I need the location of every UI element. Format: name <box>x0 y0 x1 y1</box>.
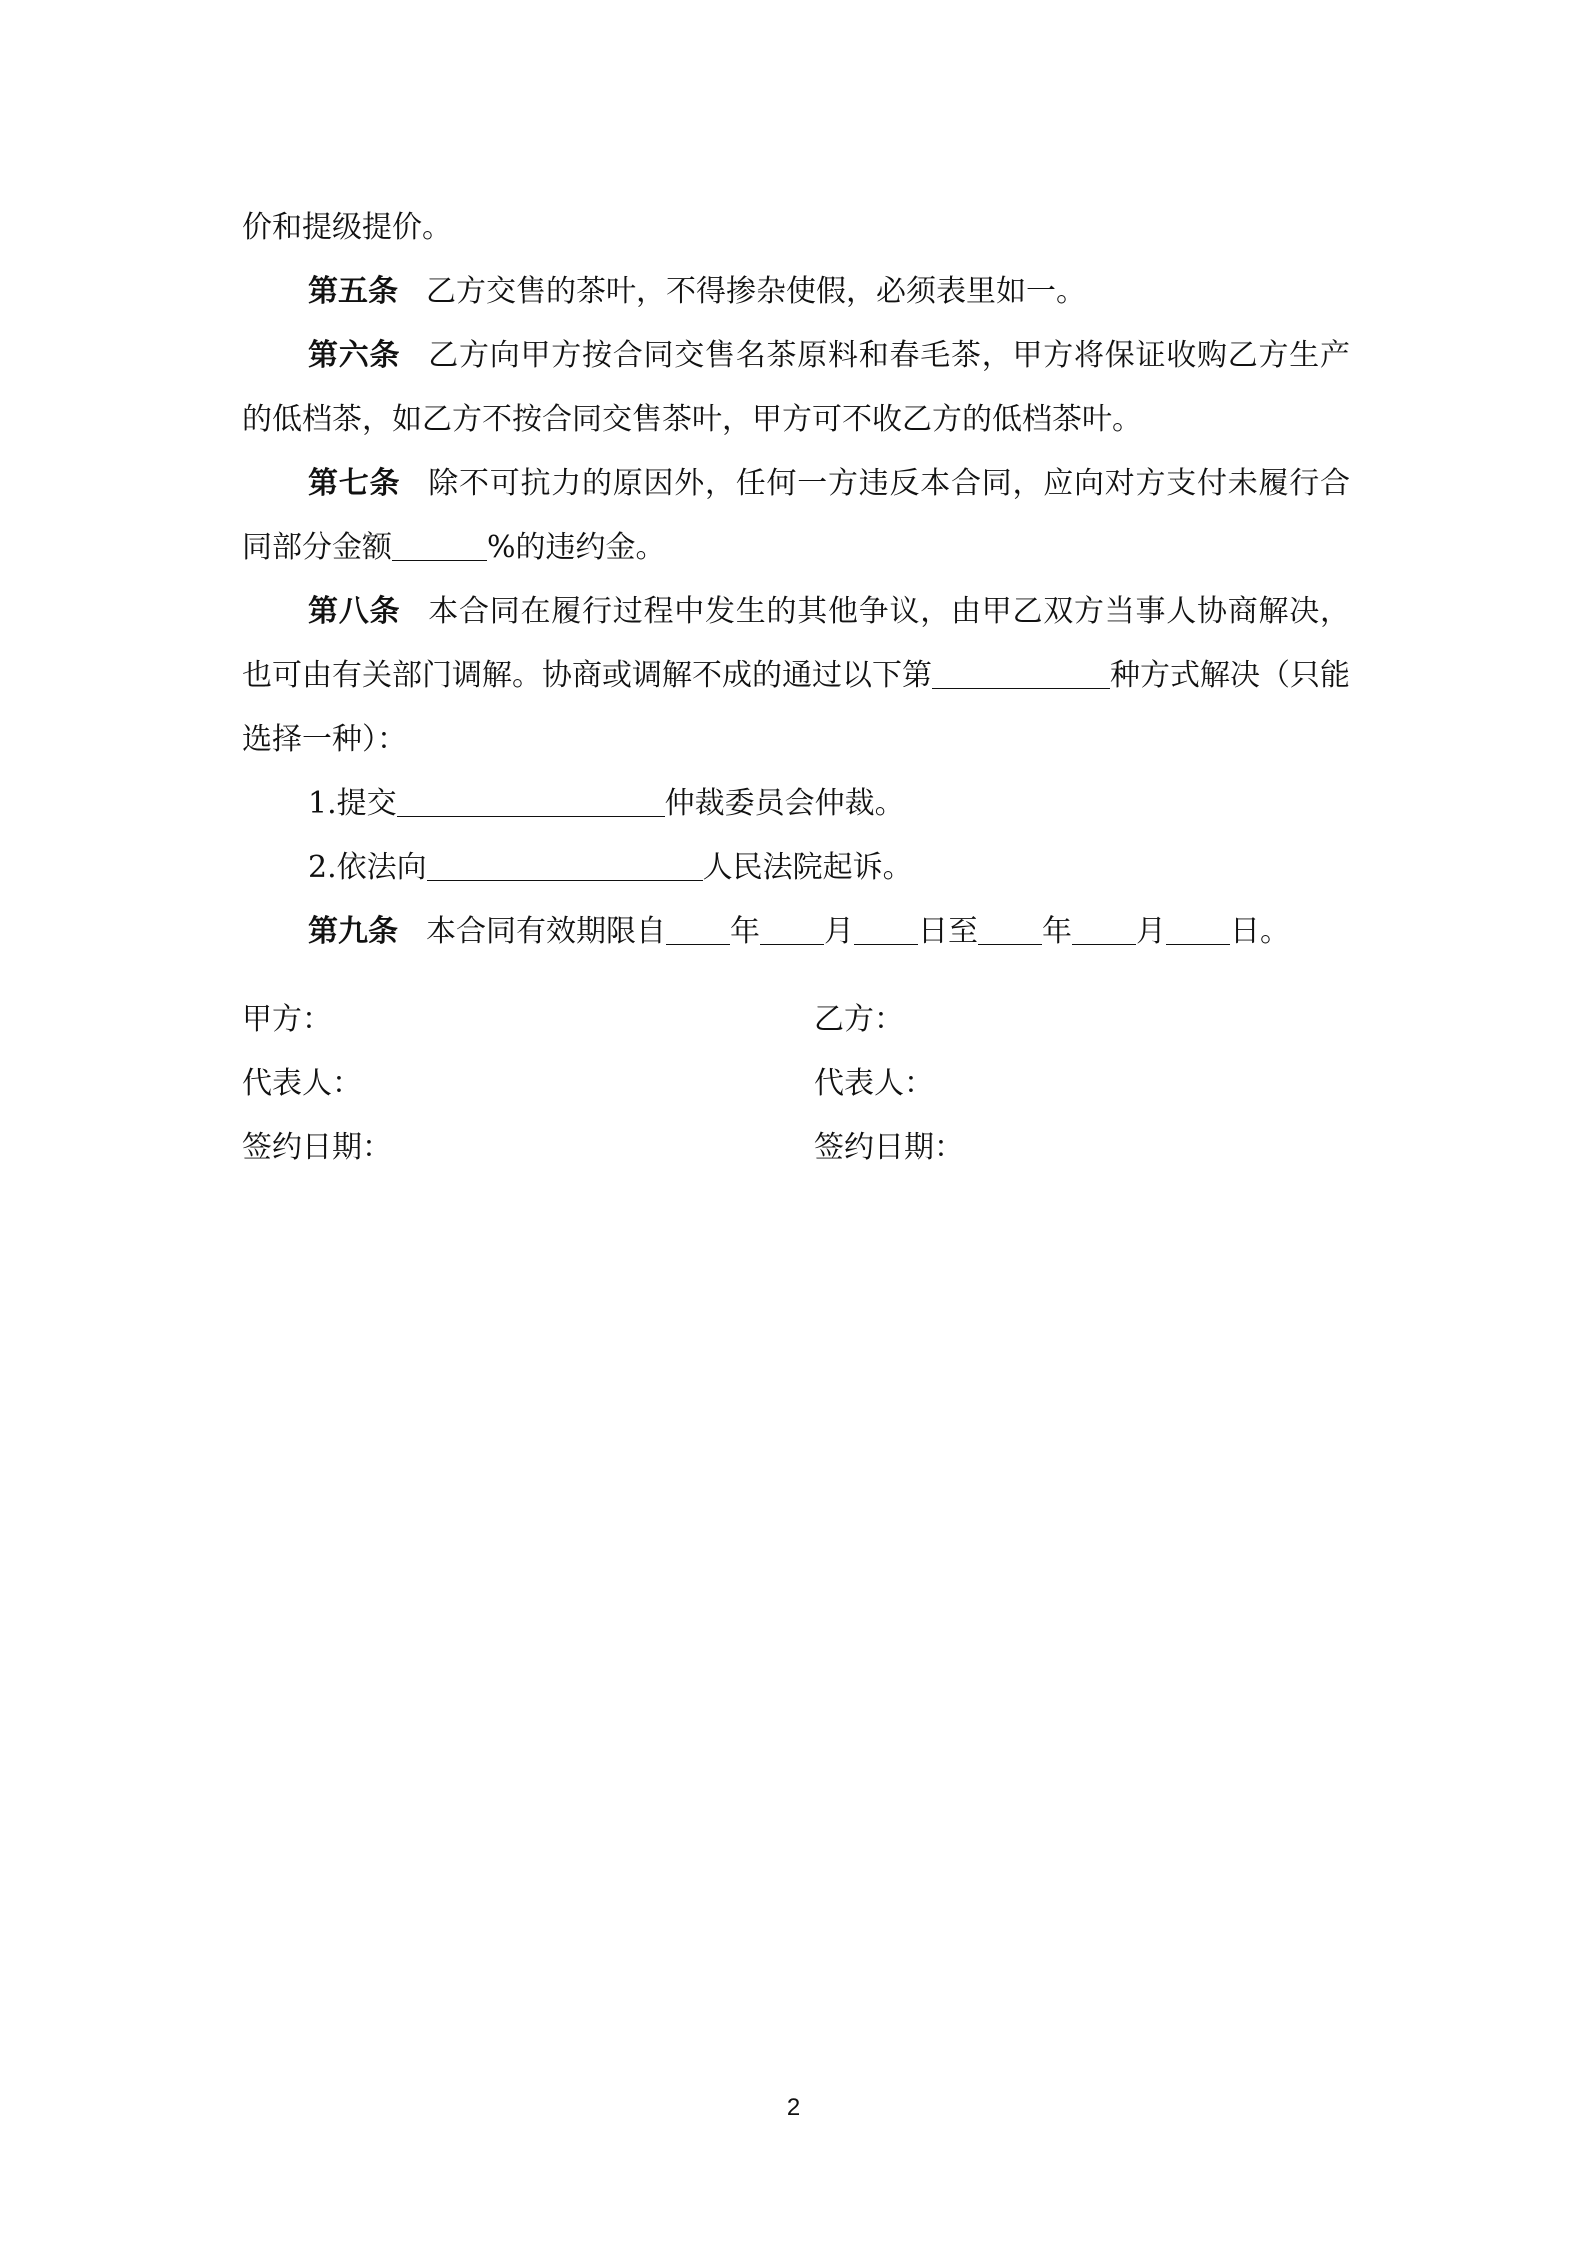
article-6-text: 乙方向甲方按合同交售名茶原料和春毛茶，甲方将保证收购乙方生产的低档茶，如乙方不按合同交售茶叶，甲方可不收乙方的低档茶叶。 <box>242 338 1350 437</box>
article-8 <box>242 580 1350 772</box>
article-7-text-end: %的违约金。 <box>487 530 666 565</box>
unit-day-to: 日至 <box>918 914 978 949</box>
article-6-label: 第六条 <box>308 338 401 373</box>
article-7 <box>242 452 1350 580</box>
option-litigation <box>242 836 1350 900</box>
unit-day-end: 日。 <box>1230 914 1290 949</box>
article-9-text: 本合同有效期限自 <box>426 914 666 949</box>
end-month-blank[interactable] <box>1072 914 1136 945</box>
party-b-label: 乙方： <box>814 1002 904 1037</box>
court-name-blank[interactable] <box>427 850 703 881</box>
party-b-signing-date-label: 签约日期： <box>814 1130 964 1165</box>
article-9-label: 第九条 <box>308 914 398 949</box>
start-year-blank[interactable] <box>666 914 730 945</box>
continuation-text: 价和提级提价。 <box>242 210 452 245</box>
unit-month-end: 月 <box>1136 914 1166 949</box>
penalty-percent-blank[interactable] <box>392 530 487 561</box>
party-row <box>242 988 1350 1052</box>
article-9 <box>242 900 1350 964</box>
page-number: 2 <box>786 2094 801 2121</box>
unit-year-end: 年 <box>1042 914 1072 949</box>
article-5-text: 乙方交售的茶叶，不得掺杂使假，必须表里如一。 <box>426 274 1086 309</box>
article-8-text: 本合同在履行过程中发生的其他争议，由甲乙双方当事人协商解决，也可由有关部门调解。协商或调解不成的通过以下第 <box>242 594 1350 693</box>
signature-block <box>242 988 1350 1180</box>
article-8-text-end: 种方式解决（只能选择一种）： <box>242 658 1350 757</box>
party-b-representative-label: 代表人： <box>814 1066 934 1101</box>
end-year-blank[interactable] <box>978 914 1042 945</box>
start-month-blank[interactable] <box>760 914 824 945</box>
article-6 <box>242 324 1350 452</box>
option-2-suffix: 人民法院起诉。 <box>702 850 913 885</box>
unit-month-start: 月 <box>824 914 854 949</box>
continuation-paragraph <box>242 196 1350 260</box>
article-8-label: 第八条 <box>308 594 401 629</box>
article-5 <box>242 260 1350 324</box>
start-day-blank[interactable] <box>854 914 918 945</box>
option-1-suffix: 仲裁委员会仲裁。 <box>664 786 905 821</box>
party-a-label: 甲方： <box>242 1002 332 1037</box>
party-a-signing-date-label: 签约日期： <box>242 1130 392 1165</box>
arbitration-committee-blank[interactable] <box>397 786 665 817</box>
unit-year-start: 年 <box>730 914 760 949</box>
contract-body <box>242 196 1350 964</box>
representative-row <box>242 1052 1350 1116</box>
article-7-label: 第七条 <box>308 466 401 501</box>
option-arbitration <box>242 772 1350 836</box>
dispute-method-blank[interactable] <box>932 658 1110 689</box>
option-2-prefix: 2.依法向 <box>308 850 427 885</box>
party-a-representative-label: 代表人： <box>242 1066 362 1101</box>
signing-date-row <box>242 1116 1350 1180</box>
article-5-label: 第五条 <box>308 274 398 309</box>
article-7-text: 除不可抗力的原因外，任何一方违反本合同，应向对方支付未履行合同部分金额 <box>242 466 1350 565</box>
option-1-prefix: 1.提交 <box>308 786 397 821</box>
end-day-blank[interactable] <box>1166 914 1230 945</box>
